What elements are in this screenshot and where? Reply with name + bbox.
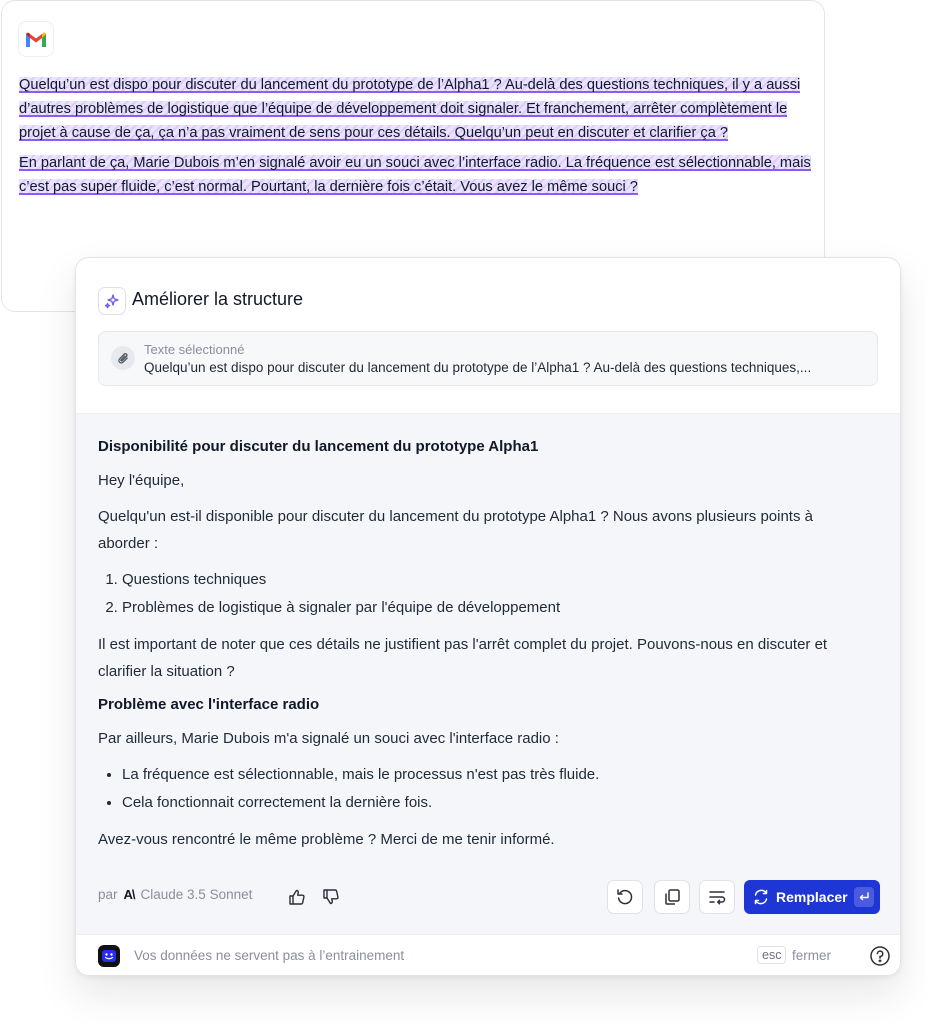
- panel-header: [76, 258, 900, 414]
- result-greeting: Hey l'équipe,: [98, 472, 185, 489]
- thumbs-up-icon[interactable]: [287, 887, 307, 907]
- result-numbered-list: [98, 566, 858, 622]
- result-radio-intro: Par ailleurs, Marie Dubois m'a signalé un souci avec l'interface radio :: [98, 730, 559, 747]
- model-name: Claude 3.5 Sonnet: [140, 887, 253, 902]
- paperclip-icon: [111, 346, 135, 370]
- close-label[interactable]: fermer: [792, 948, 832, 963]
- selected-text-box: [98, 331, 878, 386]
- anthropic-logo-icon: A\: [123, 887, 135, 902]
- sparkle-icon: [98, 287, 126, 315]
- improve-structure-panel: [75, 257, 901, 976]
- action-bar: [98, 878, 880, 916]
- result-content[interactable]: [98, 436, 858, 862]
- result-heading-2: Problème avec l'interface radio: [98, 696, 320, 713]
- bot-logo-icon: [98, 945, 120, 967]
- model-attribution: [98, 887, 252, 902]
- result-heading-1: Disponibilité pour discuter du lancement du prototype Alpha1: [98, 438, 539, 455]
- result-area: [76, 414, 900, 934]
- replace-button[interactable]: [744, 880, 880, 914]
- result-bullet-list: [98, 761, 858, 817]
- highlighted-text: En parlant de ça, Marie Dubois m’en signalé avoir eu un souci avec l’interface radio. La fréquence est sélectionnable, mais c’est pas super fluide, c’est normal. Pourtant, la dernière fois c’était. Vous avez le même souci ?: [19, 155, 811, 195]
- enter-key-icon: [854, 887, 874, 907]
- insert-button[interactable]: [699, 880, 735, 914]
- refresh-icon: [752, 888, 770, 906]
- panel-title: Améliorer la structure: [132, 289, 304, 309]
- email-body[interactable]: [19, 73, 811, 205]
- retry-button[interactable]: [607, 880, 643, 914]
- by-prefix: par: [98, 887, 118, 902]
- list-item: 1. Questions techniques: [122, 566, 858, 594]
- privacy-note: Vos données ne servent pas à l’entrainement: [134, 948, 405, 963]
- thumbs-down-icon[interactable]: [321, 887, 341, 907]
- result-intro: Quelqu'un est-il disponible pour discuter du lancement du prototype Alpha1 ? Nous avons plusieurs points à aborder :: [98, 508, 813, 552]
- list-item: • Cela fonctionnait correctement la dernière fois.: [122, 789, 858, 817]
- email-paragraph-1: [19, 73, 811, 145]
- text-wrap-icon: [707, 887, 727, 907]
- selection-text: Quelqu’un est dispo pour discuter du lancement du prototype de l’Alpha1 ? Au-delà des questions techniques,...: [144, 360, 812, 375]
- result-note: Il est important de noter que ces détails ne justifient pas l'arrêt complet du projet. Pouvons-nous en discuter et clarifier la situation ?: [98, 636, 828, 680]
- email-paragraph-2: [19, 151, 811, 199]
- help-icon[interactable]: [869, 945, 891, 967]
- replace-label: Remplacer: [776, 889, 848, 905]
- highlighted-text: Quelqu’un est dispo pour discuter du lancement du prototype de l’Alpha1 ? Au-delà des questions techniques, il y a aussi d’autres problèmes de logistique que l’équipe de développement doit signaler. Et franchement, arrêter complètement le projet à cause de ça, ça n’a pas vraiment de sens pour ces détails. Quelqu’un peut en discuter et clarifier ça ?: [19, 77, 801, 141]
- copy-button[interactable]: [654, 880, 690, 914]
- esc-key-badge: esc: [757, 946, 786, 964]
- list-item: • La fréquence est sélectionnable, mais le processus n'est pas très fluide.: [122, 761, 858, 789]
- undo-icon: [615, 887, 635, 907]
- list-item: 2. Problèmes de logistique à signaler par l'équipe de développement: [122, 594, 858, 622]
- copy-icon: [662, 887, 682, 907]
- panel-footer: [76, 934, 900, 976]
- result-closing: Avez-vous rencontré le même problème ? Merci de me tenir informé.: [98, 831, 555, 848]
- gmail-logo-icon: [18, 21, 54, 57]
- selection-label: Texte sélectionné: [144, 342, 245, 357]
